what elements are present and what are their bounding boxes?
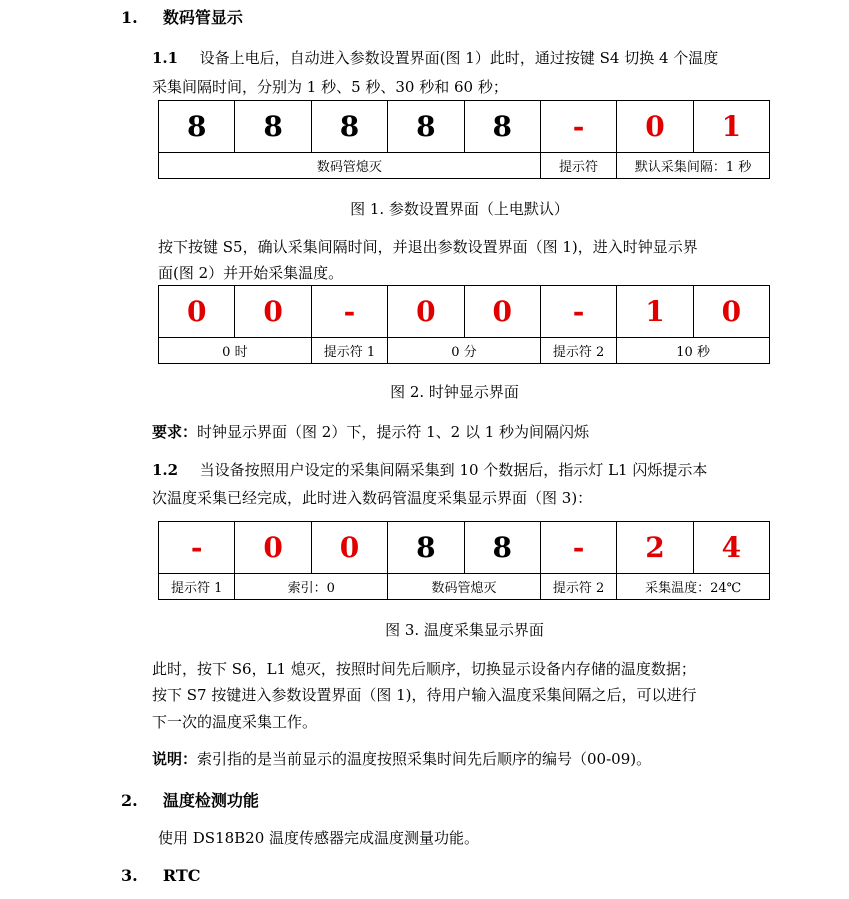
section-title: 温度检测功能 [162, 791, 259, 810]
label-cell: 数码管熄灭 [159, 153, 541, 179]
para-1-2-line2: 次温度采集已经完成，此时进入数码管温度采集显示界面（图 3)： [152, 489, 593, 507]
section-2-heading [121, 788, 259, 811]
section-title: RTC [162, 866, 201, 885]
digit-cell: - [159, 522, 235, 574]
label-cell: 提示符 [540, 153, 616, 179]
figure-1-caption: 图 1. 参数设置界面（上电默认） [350, 200, 569, 218]
digit-row [159, 522, 770, 574]
para-3-line2: 按下 S7 按键进入参数设置界面（图 1)，待用户输入温度采集间隔之后，可以进行 [152, 686, 697, 704]
para-1-1-line1 [152, 47, 718, 68]
figure-2-table [158, 285, 770, 364]
para-1-2-line1 [152, 459, 707, 480]
digit-cell: 4 [693, 522, 769, 574]
requirement-label: 要求： [152, 423, 198, 441]
digit-row [159, 286, 770, 338]
digit-cell: 8 [464, 522, 540, 574]
digit-cell: 0 [311, 522, 387, 574]
label-cell: 采集温度：24℃ [617, 574, 770, 600]
label-cell: 提示符 2 [540, 338, 616, 364]
digit-cell: - [540, 286, 616, 338]
digit-cell: 1 [617, 286, 693, 338]
digit-cell: 8 [311, 101, 387, 153]
digit-cell: 8 [159, 101, 235, 153]
subsection-number: 1.2 [152, 461, 179, 479]
para-text: 设备上电后，自动进入参数设置界面(图 1）此时，通过按键 S4 切换 4 个温度 [199, 49, 719, 67]
digit-cell: - [540, 522, 616, 574]
para-2-line1: 按下按键 S5，确认采集间隔时间，并退出参数设置界面（图 1)，进入时钟显示界 [158, 238, 698, 256]
label-cell: 0 分 [388, 338, 541, 364]
para-3-line1: 此时，按下 S6，L1 熄灭，按照时间先后顺序，切换显示设备内存储的温度数据； [152, 660, 696, 678]
digit-cell: 8 [464, 101, 540, 153]
label-cell: 提示符 1 [311, 338, 387, 364]
para-2-line2: 面(图 2）并开始采集温度。 [158, 264, 344, 282]
section-3-heading [121, 866, 201, 885]
section-number: 2. [121, 791, 138, 810]
note-text: 索引指的是当前显示的温度按照采集时间先后顺序的编号（00-09)。 [197, 750, 652, 768]
digit-cell: - [311, 286, 387, 338]
label-row [159, 338, 770, 364]
digit-cell: 1 [693, 101, 769, 153]
section-1-heading [121, 5, 243, 28]
section-2-text: 使用 DS18B20 温度传感器完成温度测量功能。 [158, 829, 480, 847]
digit-cell: 0 [693, 286, 769, 338]
digit-cell: 2 [617, 522, 693, 574]
digit-cell: 0 [617, 101, 693, 153]
figure-3-caption: 图 3. 温度采集显示界面 [385, 621, 544, 639]
para-3-line3: 下一次的温度采集工作。 [152, 713, 318, 731]
digit-cell: 0 [159, 286, 235, 338]
note-line [152, 748, 651, 769]
section-title: 数码管显示 [162, 8, 243, 27]
digit-cell: - [540, 101, 616, 153]
digit-cell: 8 [388, 522, 464, 574]
digit-cell: 0 [388, 286, 464, 338]
label-cell: 索引：0 [235, 574, 388, 600]
label-row [159, 574, 770, 600]
label-row [159, 153, 770, 179]
para-1-1-line2: 采集间隔时间，分别为 1 秒、5 秒、30 秒和 60 秒； [152, 78, 508, 96]
section-number: 1. [121, 8, 138, 27]
requirement-line [152, 421, 589, 442]
subsection-number: 1.1 [152, 49, 179, 67]
section-number: 3. [121, 866, 138, 885]
label-cell: 提示符 2 [540, 574, 616, 600]
digit-cell: 8 [388, 101, 464, 153]
figure-1-table [158, 100, 770, 179]
figure-3-table [158, 521, 770, 600]
digit-cell: 0 [235, 286, 311, 338]
label-cell: 默认采集间隔：1 秒 [617, 153, 770, 179]
digit-cell: 0 [235, 522, 311, 574]
label-cell: 提示符 1 [159, 574, 235, 600]
label-cell: 0 时 [159, 338, 312, 364]
label-cell: 10 秒 [617, 338, 770, 364]
note-label: 说明： [152, 750, 198, 768]
requirement-text: 时钟显示界面（图 2）下，提示符 1、2 以 1 秒为间隔闪烁 [197, 423, 590, 441]
digit-cell: 0 [464, 286, 540, 338]
figure-2-caption: 图 2. 时钟显示界面 [390, 383, 519, 401]
para-text: 当设备按照用户设定的采集间隔采集到 10 个数据后，指示灯 L1 闪烁提示本 [199, 461, 708, 479]
digit-row [159, 101, 770, 153]
digit-cell: 8 [235, 101, 311, 153]
label-cell: 数码管熄灭 [388, 574, 541, 600]
